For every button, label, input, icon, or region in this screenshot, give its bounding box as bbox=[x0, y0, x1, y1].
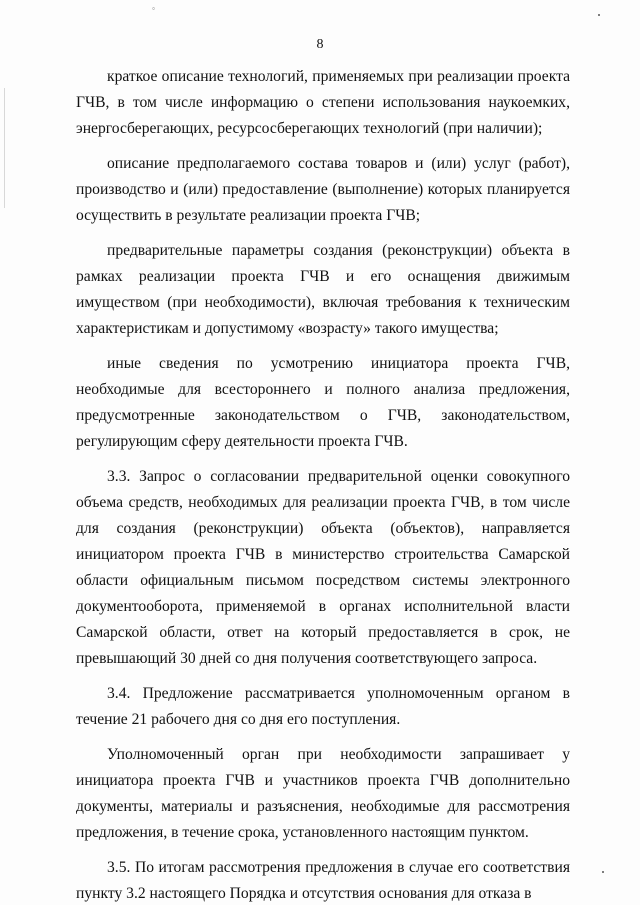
page-number: 8 bbox=[316, 37, 324, 52]
paragraph: 3.5. По итогам рассмотрения предложения в случае его соответствия пункту 3.2 настоящего Порядка и отсутствия основания для отказа в bbox=[76, 859, 570, 902]
paragraph: Уполномоченный орган при необходимости запрашивает у инициатора проекта ГЧВ и участников проекта ГЧВ дополнительно документы, материалы и разъяснения, необходимые для рассмотрения предложения, в течение срока, установленного настоящим пунктом. bbox=[76, 746, 570, 841]
scan-speck bbox=[598, 14, 600, 16]
paragraph: 3.3. Запрос о согласовании предварительной оценки совокупного объема средств, необходимых для реализации проекта ГЧВ, в том числе для создания (реконструкции) объекта (объектов), направляется инициатором проекта ГЧВ в министерство строительства Самарской области официальным письмом посредством системы электронного документооборота, применяемой в органах исполнительной власти Самарской области, ответ на который предоставляется в срок, не превышающий 30 дней со дня получения соответствующего запроса. bbox=[76, 468, 570, 667]
paragraph: краткое описание технологий, применяемых при реализации проекта ГЧВ, в том числе информацию о степени использования наукоемких, энергосберегающих, ресурсосберегающих технологий (при наличии); bbox=[76, 68, 570, 137]
scan-speck bbox=[602, 871, 604, 873]
paragraph: 3.4. Предложение рассматривается уполномоченным органом в течение 21 рабочего дня со дня его поступления. bbox=[76, 685, 570, 728]
scan-edge-line bbox=[4, 88, 5, 208]
paragraph: предварительные параметры создания (реконструкции) объекта в рамках реализации проекта ГЧВ и его оснащения движимым имуществом (при необходимости), включая требования к техническим характеристикам и допустимому «возрасту» такого имущества; bbox=[76, 242, 570, 337]
scan-mark: ﾟ bbox=[152, 8, 157, 19]
document-body bbox=[76, 64, 570, 907]
paragraph: иные сведения по усмотрению инициатора проекта ГЧВ, необходимые для всестороннего и полного анализа предложения, предусмотренные законодательством о ГЧВ, законодательством, регулирующим сферу деятельности проекта ГЧВ. bbox=[76, 355, 570, 450]
paragraph: описание предполагаемого состава товаров и (или) услуг (работ), производство и (или) предоставление (выполнение) которых планируется осуществить в результате реализации проекта ГЧВ; bbox=[76, 155, 570, 224]
